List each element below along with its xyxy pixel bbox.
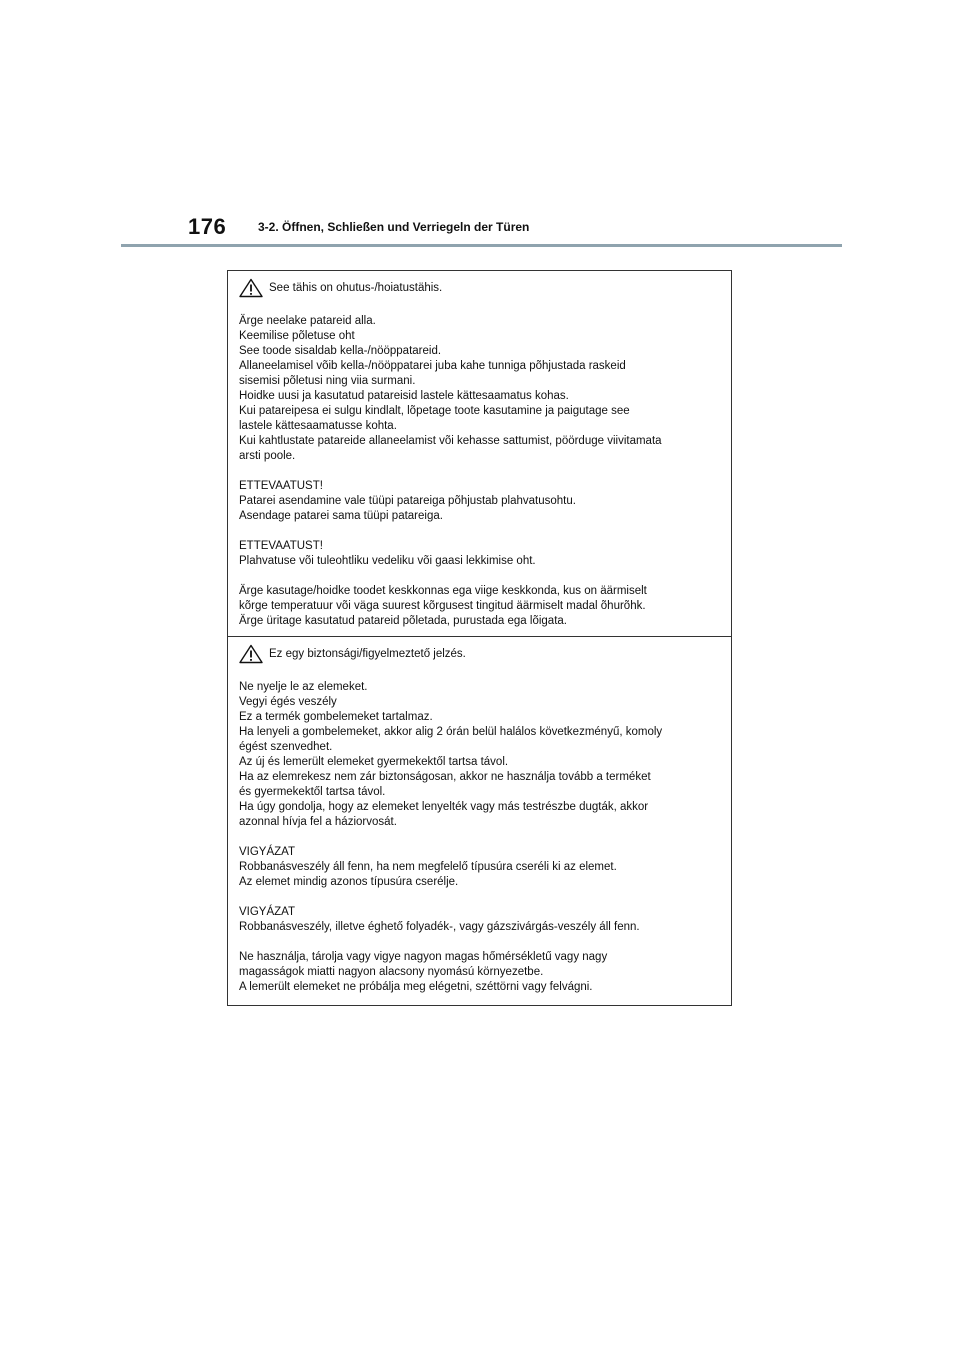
page-number: 176 — [188, 214, 227, 239]
text-line: Hoidke uusi ja kasutatud patareisid lastele kättesaamatus kohas. — [239, 390, 569, 402]
header-rule — [121, 244, 842, 247]
text-line: ETTEVAATUST! — [239, 540, 323, 552]
text-line: Az új és lemerült elemeket gyermekektől tartsa távol. — [239, 756, 509, 768]
text-line: sisemisi põletusi ning viia surmani. — [239, 375, 416, 387]
estonian-paragraph-1 — [239, 314, 725, 464]
text-line: ETTEVAATUST! — [239, 480, 323, 492]
hungarian-paragraph-2 — [239, 845, 725, 890]
heading-text: See tähis on ohutus-/hoiatustähis. — [269, 282, 443, 294]
text-line: azonnal hívja fel a háziorvosát. — [239, 816, 397, 828]
text-line: kõrge temperatuur või väga suurest kõrgusest tingitud äärmiselt madal õhurõhk. — [239, 600, 646, 612]
warning-triangle-icon — [239, 644, 263, 664]
estonian-paragraph-3 — [239, 539, 725, 569]
text-line: Kui kahtlustate patareide allaneelamist või kehasse sattumist, pöörduge viivitamata — [239, 435, 662, 447]
hungarian-warning-heading — [239, 643, 725, 665]
text-line: VIGYÁZAT — [239, 846, 296, 858]
text-line: magasságok miatti nagyon alacsony nyomású környezetbe. — [239, 966, 544, 978]
text-line: Ha az elemrekesz nem zár biztonságosan, akkor ne használja tovább a terméket — [239, 771, 651, 783]
text-line: Robbanásveszély áll fenn, ha nem megfelelő típusúra cseréli ki az elemet. — [239, 861, 617, 873]
text-line: A lemerült elemeket ne próbálja meg elégetni, széttörni vagy felvágni. — [239, 981, 593, 993]
text-line: arsti poole. — [239, 450, 296, 462]
warning-box — [227, 270, 732, 1006]
text-line: Ärge üritage kasutatud patareid põletada, purustada ega lõigata. — [239, 615, 567, 627]
text-line: Ärge kasutage/hoidke toodet keskkonnas ega viige keskkonda, kus on äärmiselt — [239, 585, 647, 597]
text-line: Asendage patarei sama tüüpi patareiga. — [239, 510, 443, 522]
text-line: Ha lenyeli a gombelemeket, akkor alig 2 órán belül halálos következményű, komoly — [239, 726, 663, 738]
text-line: Keemilise põletuse oht — [239, 330, 355, 342]
text-line: és gyermekektől tartsa távol. — [239, 786, 386, 798]
text-line: Ha úgy gondolja, hogy az elemeket lenyelték vagy más testrészbe dugták, akkor — [239, 801, 649, 813]
text-line: Patarei asendamine vale tüüpi patareiga põhjustab plahvatusohtu. — [239, 495, 576, 507]
text-line: Kui patareipesa ei sulgu kindlalt, lõpetage toote kasutamine ja paigutage see — [239, 405, 630, 417]
text-line: Ärge neelake patareid alla. — [239, 315, 376, 327]
text-line: Allaneelamisel võib kella-/nööppatarei juba kahe tunniga põhjustada raskeid — [239, 360, 626, 372]
text-line: VIGYÁZAT — [239, 906, 296, 918]
hungarian-paragraph-1 — [239, 680, 725, 830]
section-title: 3-2. Öffnen, Schließen und Verriegeln der Türen — [258, 220, 530, 234]
hungarian-paragraph-3 — [239, 905, 725, 935]
hungarian-warning-section — [228, 636, 731, 1005]
estonian-warning-section — [228, 271, 731, 636]
text-line: Robbanásveszély, illetve éghető folyadék-, vagy gázszivárgás-veszély áll fenn. — [239, 921, 640, 933]
text-line: Ne használja, tárolja vagy vigye nagyon magas hőmérsékletű vagy nagy — [239, 951, 608, 963]
text-line: Ne nyelje le az elemeket. — [239, 681, 368, 693]
text-line: Vegyi égés veszély — [239, 696, 337, 708]
text-line: Ez a termék gombelemeket tartalmaz. — [239, 711, 433, 723]
text-line: égést szenvedhet. — [239, 741, 333, 753]
text-line: lastele kättesaamatusse kohta. — [239, 420, 397, 432]
warning-triangle-icon — [239, 278, 263, 298]
estonian-paragraph-4 — [239, 584, 725, 629]
heading-text: Ez egy biztonsági/figyelmeztető jelzés. — [269, 648, 466, 660]
estonian-warning-heading — [239, 277, 725, 299]
text-line: Az elemet mindig azonos típusúra cserélje. — [239, 876, 459, 888]
hungarian-paragraph-4 — [239, 950, 725, 995]
estonian-paragraph-2 — [239, 479, 725, 524]
text-line: See toode sisaldab kella-/nööppatareid. — [239, 345, 442, 357]
text-line: Plahvatuse või tuleohtliku vedeliku või gaasi lekkimise oht. — [239, 555, 536, 567]
